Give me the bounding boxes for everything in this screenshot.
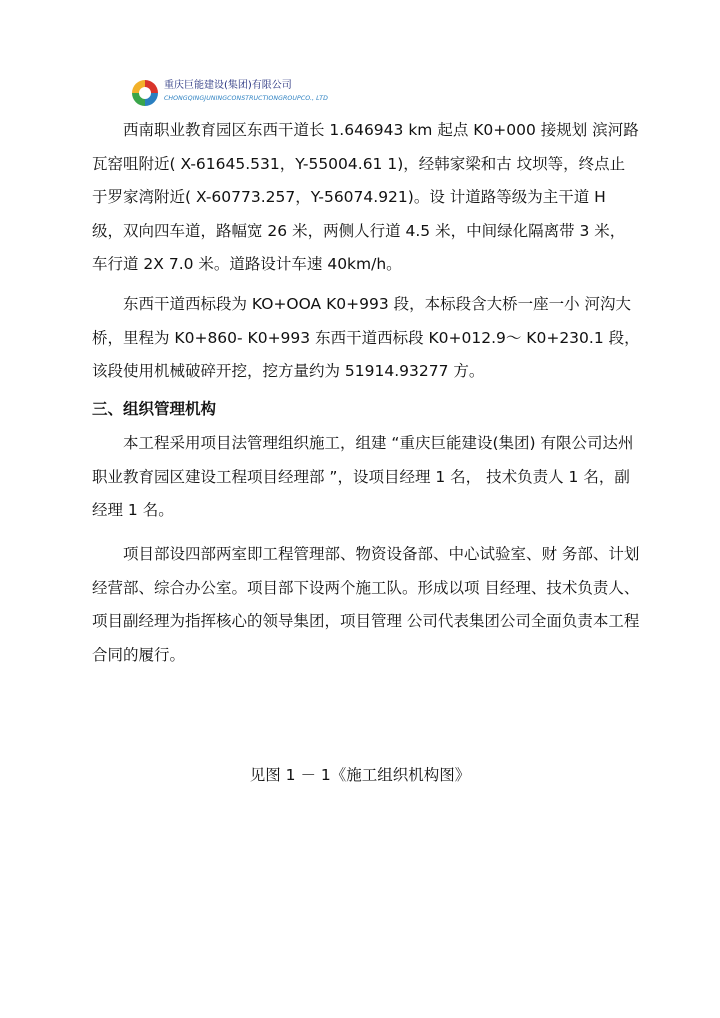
figure-caption: 见图 1 － 1《施工组织机构图》: [249, 766, 471, 784]
paragraph-organization: 本工程采用项目法管理组织施工，组建 “重庆巨能建设(集团) 有限公司达州职业教育园区建设工程项目经理部 ”，设项目经理 1 名， 技术负责人 1 名，副经理 1 名。: [92, 434, 634, 519]
section-heading: 三、组织管理机构: [92, 400, 217, 418]
paragraph-west-section: 东西干道西标段为 KO+OOA K0+993 段，本标段含大桥一座一小 河沟大桥，里程为 K0+860- K0+993 东西干道西标段 K0+012.9～ K0+230.1 段，该段使用机械破碎开挖，挖方量约为 51914.93277 方。: [92, 295, 640, 380]
company-name-chinese: 重庆巨能建设(集团)有限公司: [164, 80, 292, 91]
company-header: [130, 74, 390, 114]
paragraph-road-description: 西南职业教育园区东西干道长 1.646943 km 起点 K0+000 接规划 滨河路瓦窑咀附近( X-61645.531，Y-55004.61 1)，经韩家梁和古 坟坝等，终点止于罗家湾附近( X-60773.257，Y-56074.921)。设 计道路等级为主干道 H 级，双向四车道，路幅宽 26 米，两侧人行道 4.5 米，中间绿化隔离带 3 米，车行道 2X 7.0 米。道路设计车速 40km/h。: [92, 121, 639, 273]
company-name-english: CHONGQINGJUNINGCONSTRUCTIONGROUPCO., LTD: [164, 95, 329, 102]
company-logo-icon: [130, 78, 160, 108]
paragraph-departments: 项目部设四部两室即工程管理部、物资设备部、中心试验室、财 务部、计划经营部、综合办公室。项目部下设两个施工队。形成以项 目经理、技术负责人、项目副经理为指挥核心的领导集团，项目管理 公司代表集团公司全面负责本工程合同的履行。: [92, 545, 640, 664]
